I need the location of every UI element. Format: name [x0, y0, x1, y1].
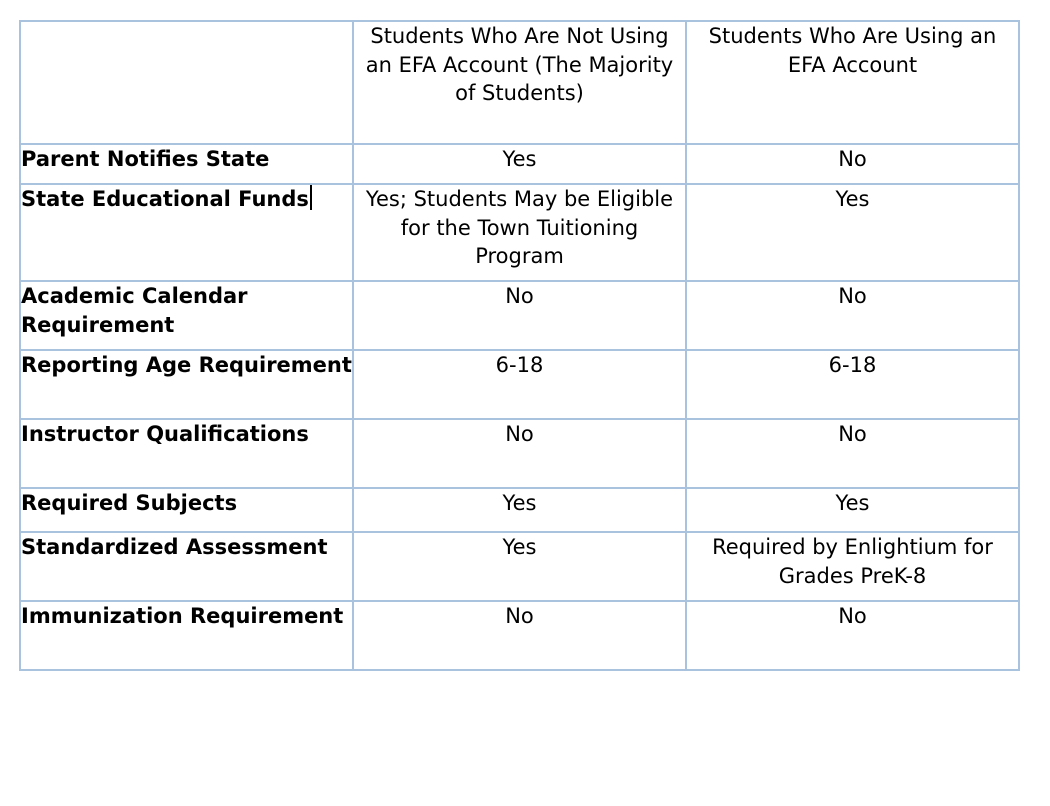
cell-using-efa: No: [686, 601, 1019, 670]
cell-using-efa: 6-18: [686, 350, 1019, 419]
row-label: Academic Calendar Requirement: [20, 281, 353, 350]
row-label: State Educational Funds: [21, 187, 309, 211]
row-label: Reporting Age Requirement: [20, 350, 353, 419]
cell-using-efa: Yes: [686, 488, 1019, 532]
cell-not-using-efa: Yes; Students May be Eligible for the Town Tuitioning Program: [353, 184, 686, 281]
cell-not-using-efa: 6-18: [353, 350, 686, 419]
cell-not-using-efa: Yes: [353, 144, 686, 184]
column-header-using-efa: Students Who Are Using an EFA Account: [686, 21, 1019, 144]
cell-not-using-efa: No: [353, 419, 686, 488]
table-row: [20, 350, 1019, 419]
table-row: [20, 281, 1019, 350]
table-row: [20, 488, 1019, 532]
row-label-cell[interactable]: [20, 184, 353, 281]
table-row: [20, 184, 1019, 281]
cell-not-using-efa: No: [353, 281, 686, 350]
row-label: Immunization Requirement: [20, 601, 353, 670]
corner-cell: [20, 21, 353, 144]
cell-not-using-efa: No: [353, 601, 686, 670]
table-row: [20, 144, 1019, 184]
cell-not-using-efa: Yes: [353, 532, 686, 601]
table-row: [20, 419, 1019, 488]
comparison-table: [19, 20, 1020, 671]
column-header-not-using-efa: Students Who Are Not Using an EFA Account (The Majority of Students): [353, 21, 686, 144]
cell-using-efa: No: [686, 144, 1019, 184]
cell-using-efa: No: [686, 419, 1019, 488]
row-label: Instructor Qualifications: [20, 419, 353, 488]
table-row: [20, 532, 1019, 601]
cell-using-efa: Required by Enlightium for Grades PreK-8: [686, 532, 1019, 601]
row-label: Parent Notifies State: [20, 144, 353, 184]
row-label: Standardized Assessment: [20, 532, 353, 601]
table-row: [20, 601, 1019, 670]
row-label: Required Subjects: [20, 488, 353, 532]
cell-not-using-efa: Yes: [353, 488, 686, 532]
cell-using-efa: Yes: [686, 184, 1019, 281]
cell-using-efa: No: [686, 281, 1019, 350]
header-row: [20, 21, 1019, 144]
text-cursor: [310, 185, 312, 210]
